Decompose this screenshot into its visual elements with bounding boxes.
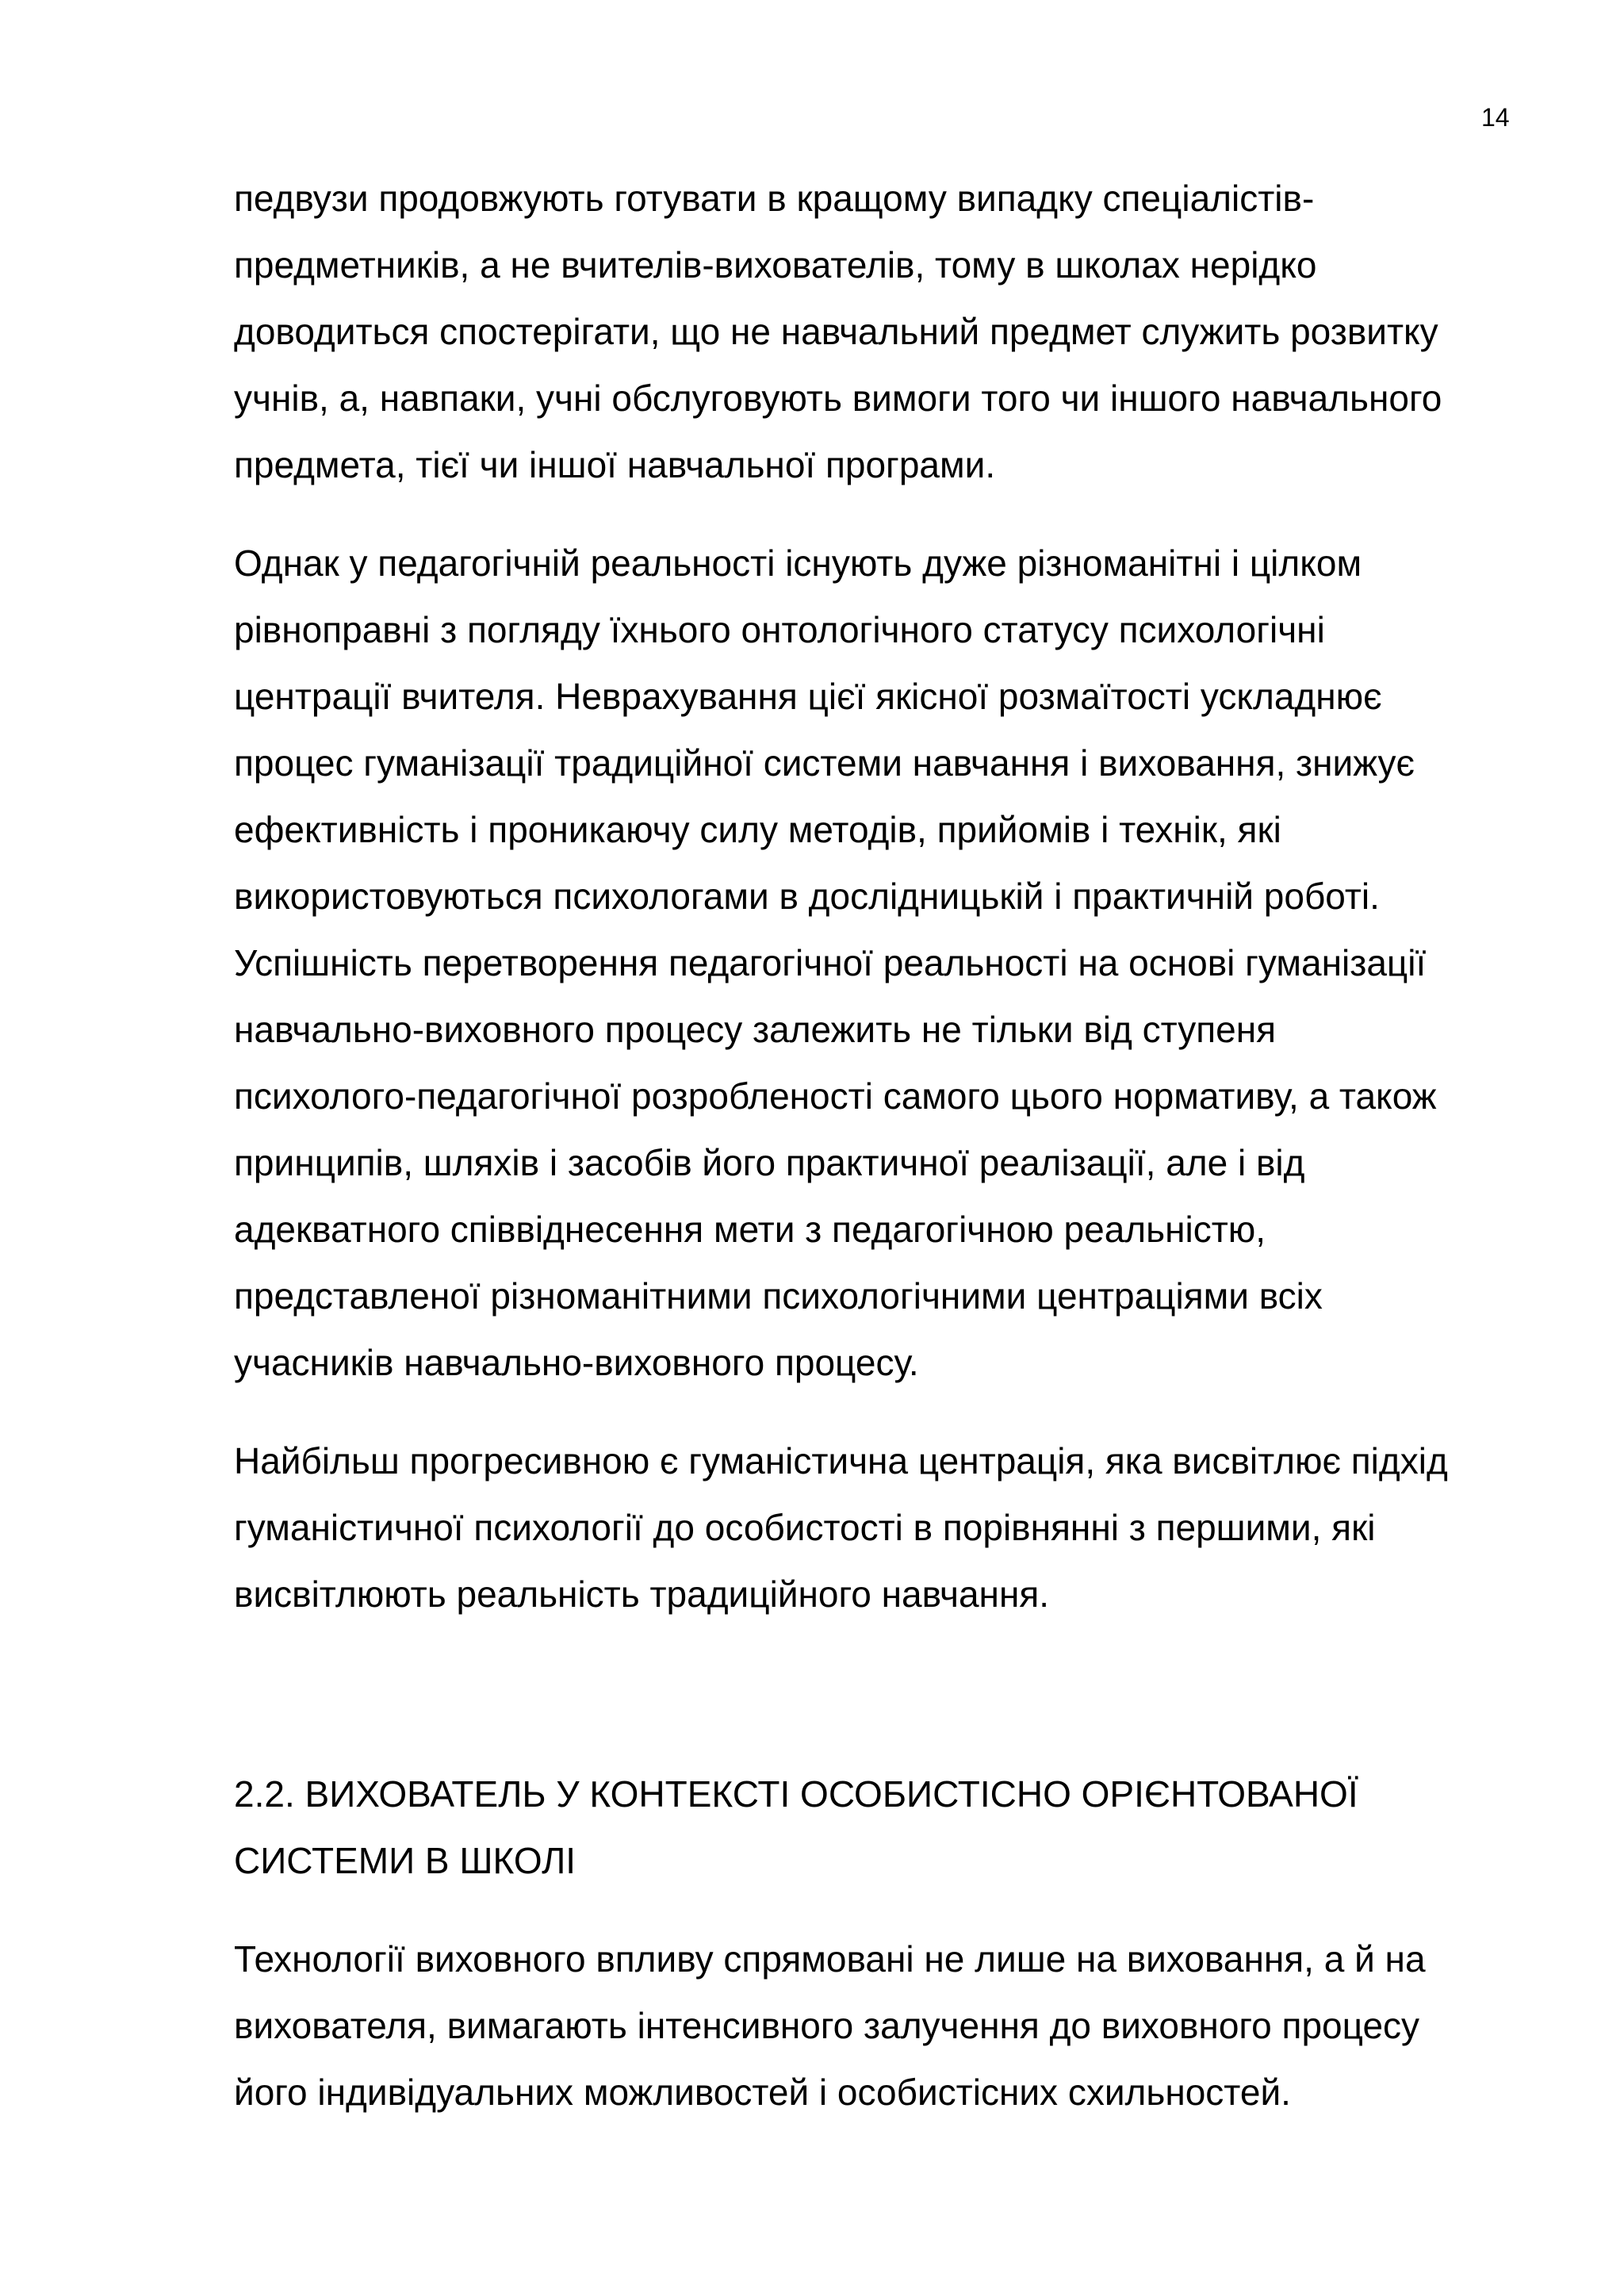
text-line: гуманістичної психології до особистості в порівнянні з першими, які xyxy=(234,1507,1376,1548)
text-line: принципів, шляхів і засобів його практичної реалізації, але і від xyxy=(234,1142,1305,1183)
text-line: використовуються психологами в дослідницькій і практичній роботі. xyxy=(234,876,1380,917)
text-line: центрації вчителя. Неврахування цієї якісної розмаїтості ускладнює xyxy=(234,676,1382,717)
section-heading xyxy=(234,1761,1534,1894)
text-line: ефективність і проникаючу силу методів, прийомів і технік, які xyxy=(234,809,1281,850)
text-line: процес гуманізації традиційної системи навчання і виховання, знижує xyxy=(234,742,1415,784)
section-spacer xyxy=(234,1659,1534,1761)
paragraph-2 xyxy=(234,530,1534,1396)
heading-line: СИСТЕМИ В ШКОЛІ xyxy=(234,1840,576,1881)
heading-line: 2.2. ВИХОВАТЕЛЬ У КОНТЕКСТІ ОСОБИСТІСНО ОРІЄНТОВАНОЇ xyxy=(234,1773,1358,1815)
text-line: представленої різноманітними психологічними центраціями всіх xyxy=(234,1275,1323,1317)
text-line: вихователя, вимагають інтенсивного залучення до виховного процесу xyxy=(234,2005,1420,2046)
text-line: предмета, тієї чи іншої навчальної програми. xyxy=(234,444,996,485)
text-line: учасників навчально-виховного процесу. xyxy=(234,1342,919,1383)
text-line: доводиться спостерігати, що не навчальний предмет служить розвитку xyxy=(234,311,1438,352)
text-line: Однак у педагогічній реальності існують дуже різноманітні і цілком xyxy=(234,542,1362,584)
text-line: педвузи продовжують готувати в кращому випадку спеціалістів- xyxy=(234,178,1315,219)
page-number: 14 xyxy=(1481,103,1510,132)
text-line: адекватного співвіднесення мети з педагогічною реальністю, xyxy=(234,1209,1266,1250)
text-line: висвітлюють реальність традиційного навчання. xyxy=(234,1573,1050,1615)
paragraph-3 xyxy=(234,1428,1534,1627)
text-line: Технології виховного впливу спрямовані не лише на виховання, а й на xyxy=(234,1938,1426,1980)
text-line: психолого-педагогічної розробленості самого цього нормативу, а також xyxy=(234,1075,1437,1117)
text-line: його індивідуальних можливостей і особистісних схильностей. xyxy=(234,2072,1291,2113)
document-body xyxy=(234,165,1534,2157)
text-line: навчально-виховного процесу залежить не тільки від ступеня xyxy=(234,1009,1277,1050)
text-line: Успішність перетворення педагогічної реальності на основі гуманізації xyxy=(234,942,1427,983)
paragraph-4 xyxy=(234,1926,1534,2125)
text-line: Найбільш прогресивною є гуманістична центрація, яка висвітлює підхід xyxy=(234,1440,1448,1481)
paragraph-1 xyxy=(234,165,1534,498)
text-line: предметників, а не вчителів-вихователів, тому в школах нерідко xyxy=(234,244,1317,286)
text-line: рівноправні з погляду їхнього онтологічного статусу психологічні xyxy=(234,609,1325,650)
text-line: учнів, а, навпаки, учні обслуговують вимоги того чи іншого навчального xyxy=(234,378,1442,419)
